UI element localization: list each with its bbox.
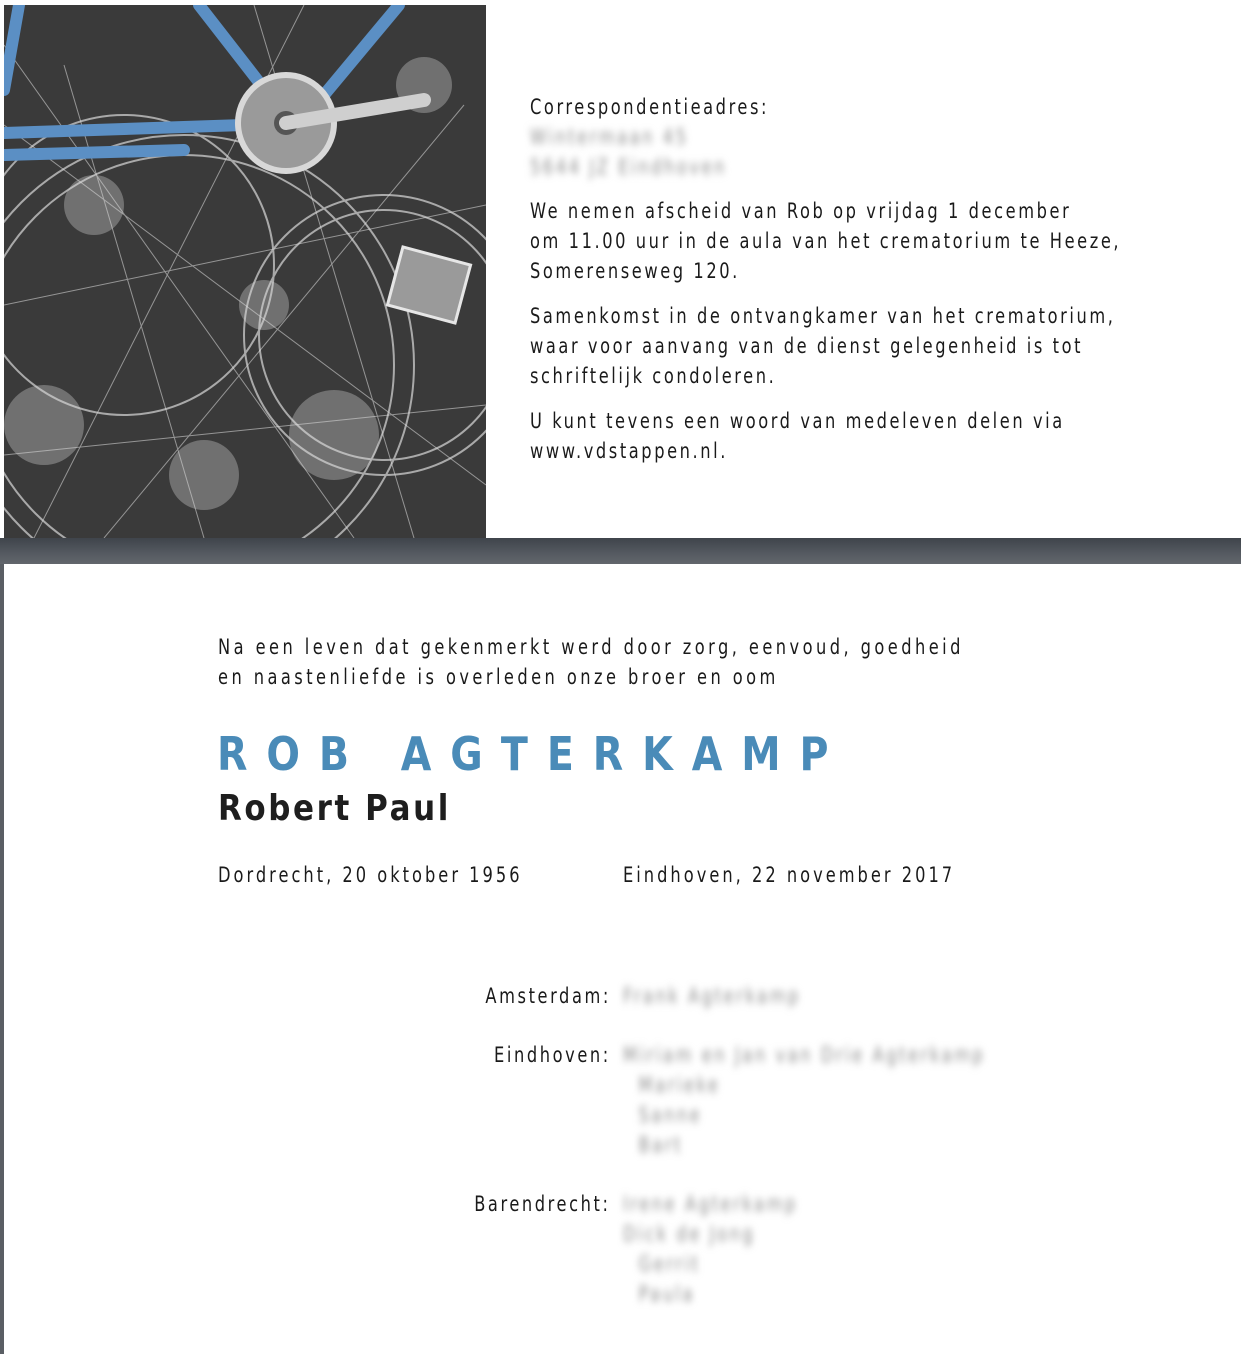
- deceased-name: ROB AGTERKAMP: [217, 727, 848, 781]
- correspondence-label: Correspondentieadres:: [530, 95, 770, 119]
- family-member: Frank Agterkamp: [623, 984, 801, 1008]
- text-line: en naastenliefde is overleden onze broer en oom: [218, 665, 779, 689]
- website-link-text: www.vdstappen.nl.: [530, 439, 729, 463]
- family-member: Miriam en Jan van Drie Agterkamp: [623, 1043, 986, 1067]
- deceased-given-names: Robert Paul: [218, 788, 451, 829]
- family-city-label: Amsterdam:: [485, 984, 611, 1008]
- family-member: Paula: [638, 1282, 696, 1306]
- condolence-paragraph: [530, 406, 1152, 466]
- page-divider: [0, 538, 1241, 564]
- family-member: Dick de Jong: [623, 1222, 756, 1246]
- intro-text: [218, 632, 1085, 692]
- text-line: om 11.00 uur in de aula van het crematorium te Heeze,: [530, 229, 1122, 253]
- family-member: Bart: [638, 1133, 683, 1157]
- page-edge: [0, 564, 4, 1354]
- text-line: waar voor aanvang van de dienst gelegenheid is tot: [530, 334, 1084, 358]
- address-line-1: Wintermaan 45: [530, 125, 689, 149]
- text-line: Samenkomst in de ontvangkamer van het crematorium,: [530, 304, 1116, 328]
- family-member: Gerrit: [638, 1252, 701, 1276]
- family-city-label: Barendrecht:: [474, 1192, 611, 1216]
- birth-info: Dordrecht, 20 oktober 1956: [218, 863, 523, 887]
- family-city-label: Eindhoven:: [494, 1043, 611, 1067]
- family-names: [623, 1189, 826, 1309]
- death-info: Eindhoven, 22 november 2017: [623, 863, 956, 887]
- family-member: Marieke: [638, 1073, 721, 1097]
- family-names: [623, 981, 830, 1011]
- address-line-2: 5644 JZ Eindhoven: [530, 155, 727, 179]
- text-line: Somerenseweg 120.: [530, 259, 740, 283]
- family-member: Sanne: [638, 1103, 703, 1127]
- bicycle-photo: [4, 5, 486, 538]
- text-line: schriftelijk condoleren.: [530, 364, 777, 388]
- text-line: Na een leven dat gekenmerkt werd door zorg, eenvoud, goedheid: [218, 635, 964, 659]
- card-back-page: [0, 0, 1241, 538]
- text-line: We nemen afscheid van Rob op vrijdag 1 december: [530, 199, 1072, 223]
- family-names: [623, 1040, 1044, 1160]
- text-line: U kunt tevens een woord van medeleven delen via: [530, 409, 1065, 433]
- gathering-paragraph: [530, 301, 1211, 391]
- family-member: Irene Agterkamp: [623, 1192, 798, 1216]
- farewell-paragraph: [530, 196, 1217, 286]
